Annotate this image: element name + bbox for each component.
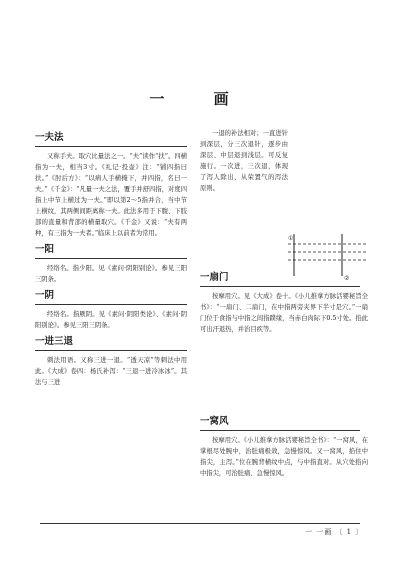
right-column-continuation xyxy=(200,128,288,198)
diagram-mark-left: ① xyxy=(288,235,294,242)
diagram-mark-right: ② xyxy=(344,275,350,282)
entry-title: 一窝风 xyxy=(200,416,229,427)
entry xyxy=(35,243,187,285)
entry-title: 一夫法 xyxy=(35,132,64,143)
entry-text: 经络名。指厥阴。见《素问·阴阳类论》、《素问·阴阳别论》。参见三阳三阴条。 xyxy=(35,311,187,329)
entry-rule xyxy=(35,350,187,351)
entry xyxy=(35,335,187,388)
page-footer: 一 一画 〔 1 〕 xyxy=(305,528,364,536)
entry-rule xyxy=(35,146,187,147)
entry-text: 经络名。指少阳。见《素问·阴阳别论》。参见三阳三阴条。 xyxy=(35,265,187,283)
entry-rule xyxy=(200,430,360,431)
footer-rule xyxy=(40,523,360,524)
entry-text: 按摩用穴。见《大成》卷十。《小儿推拿方脉活婴秘旨全书》：“一扇门、二扇门，在中指两旁夹界下半寸是穴。”一扇门位于食指与中指之间指蹼缘，当赤白肉际下0.5寸处。掐此可出汗退热，并治目疾等。 xyxy=(200,293,368,333)
section-heading: 一 画 xyxy=(149,90,251,108)
entry-title: 一扇门 xyxy=(200,272,229,283)
entry-text-continued: 一退的补法相对；一直进针到深层，分三次退针，逐步由深层、中层退到浅层。可反复施行。一次进，三次退，体现了泻人除出、从荣置气的泻法原则。 xyxy=(200,130,288,192)
entry-text: 按摩用穴。《小儿推拿方脉活婴秘旨全书》：“一窝风，在掌根尽处腕中，治肚痛极效，急慢惊风。又一窝风，掐住中指尖，主泻。”位在腕背横纹中点，与中指直对。从穴处掐向中指尖，可治肚痛、急慢惊风。 xyxy=(200,437,368,477)
entry xyxy=(35,289,187,331)
entry-title: 一进三退 xyxy=(35,336,74,347)
entry-title: 一阴 xyxy=(35,290,55,301)
entry-rule xyxy=(200,286,360,287)
right-column-entry-yiwofeng xyxy=(200,412,368,483)
needle-depth-diagram xyxy=(282,228,372,284)
entry-text: 又称手夫。取穴比量法之一。“夫”读作“扶”。四横指为一夫，相当3寸。《礼记·投壶》注：“铺四指曰扶。”《肘后方》：“以病人手横掩下，并四指，名曰一夫。”《千金》：“凡量一夫之法，覆手并舒四指，对度四指上中节上横过为一夫。”即以第2～5指并合，当中节上横纹，其两侧间距离称一夫。此法多用于下腹、下肢部的直量和背部的横量取穴。《千金》又说：“夫有两种，有三指为一夫者。”临床上以前者为常用。 xyxy=(35,153,187,237)
left-column xyxy=(35,128,187,392)
entry-title: 一阳 xyxy=(35,244,55,255)
entry xyxy=(35,131,187,239)
entry-rule xyxy=(35,258,187,259)
entry-rule xyxy=(35,304,187,305)
entry-text: 刺法用语。又称三进一退。“透天凉”等刺法中用此。《大成》卷四：杨氏补泻：“三退一进冷冰冰”。其法与三进 xyxy=(35,357,187,386)
